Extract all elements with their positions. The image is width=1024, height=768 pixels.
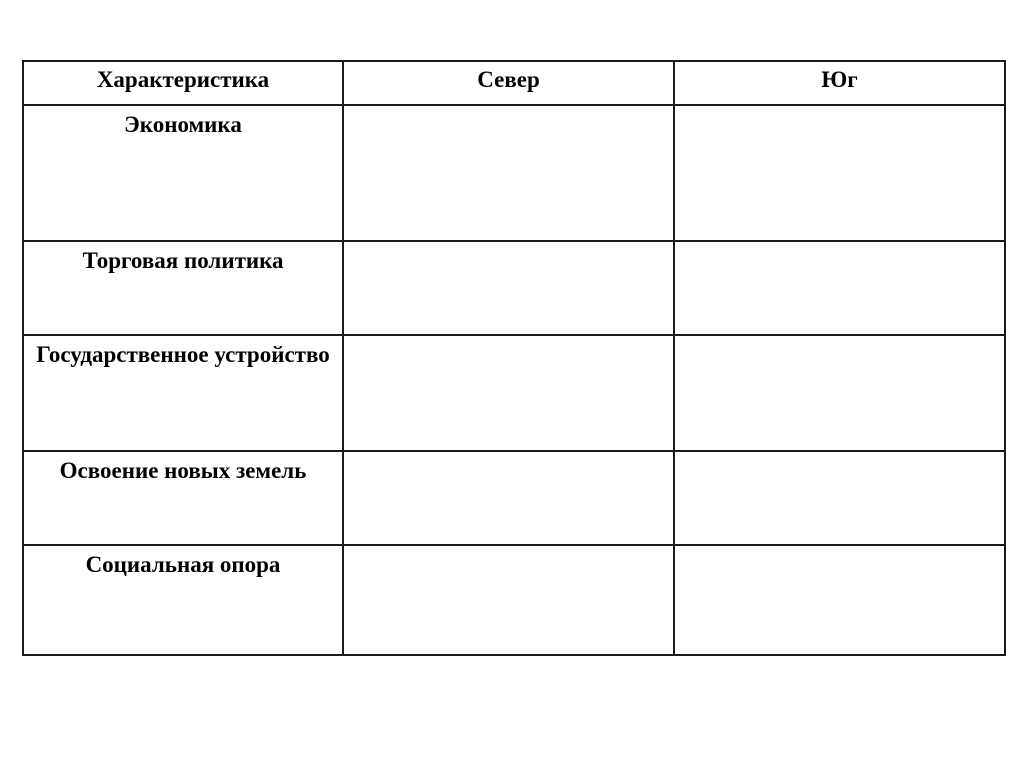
row-label-new-lands: Освоение новых земель: [23, 451, 343, 545]
comparison-table: [22, 60, 1006, 656]
comparison-table-container: [22, 60, 1004, 656]
table-row: [23, 545, 1005, 655]
table-header-row: [23, 61, 1005, 105]
cell-north-trade-policy[interactable]: [343, 241, 674, 335]
row-label-trade-policy: Торговая политика: [23, 241, 343, 335]
cell-south-economy[interactable]: [674, 105, 1005, 241]
row-label-state-structure: Государственное устройство: [23, 335, 343, 451]
table-row: [23, 241, 1005, 335]
cell-south-state-structure[interactable]: [674, 335, 1005, 451]
cell-north-new-lands[interactable]: [343, 451, 674, 545]
column-header-north: Север: [343, 61, 674, 105]
cell-south-social-base[interactable]: [674, 545, 1005, 655]
row-label-social-base: Социальная опора: [23, 545, 343, 655]
cell-north-social-base[interactable]: [343, 545, 674, 655]
cell-south-trade-policy[interactable]: [674, 241, 1005, 335]
cell-north-state-structure[interactable]: [343, 335, 674, 451]
row-label-economy: Экономика: [23, 105, 343, 241]
table-row: [23, 335, 1005, 451]
table-row: [23, 105, 1005, 241]
cell-north-economy[interactable]: [343, 105, 674, 241]
cell-south-new-lands[interactable]: [674, 451, 1005, 545]
table-row: [23, 451, 1005, 545]
column-header-feature: Характеристика: [23, 61, 343, 105]
column-header-south: Юг: [674, 61, 1005, 105]
